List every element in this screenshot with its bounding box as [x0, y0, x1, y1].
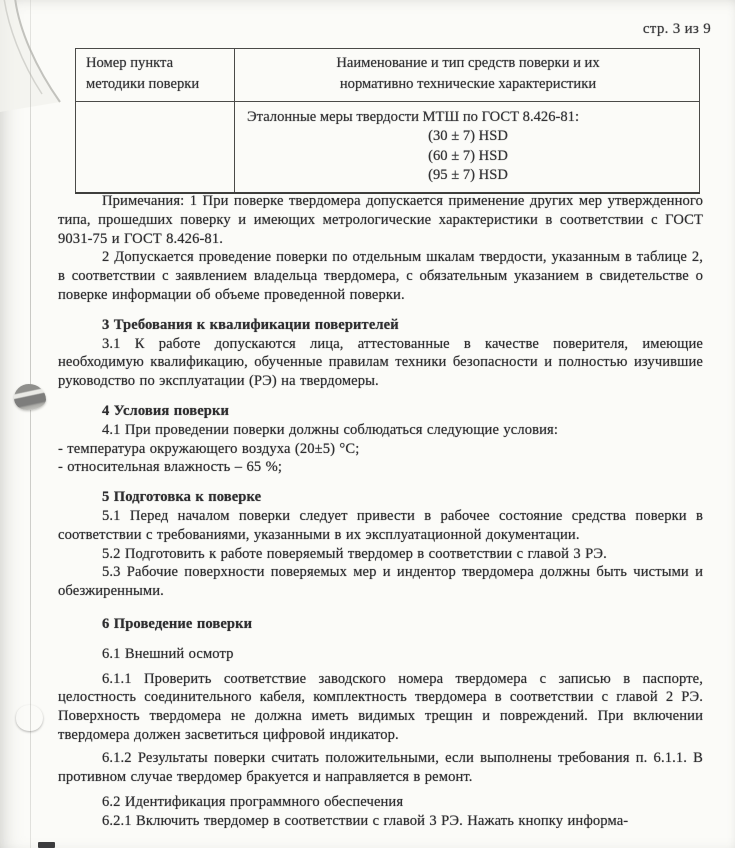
clause-5-1-paragraph: 5.1 Перед началом поверки следует привести в рабочее состояние средства поверки в соответствии с требованиями, указанными в их эксплуатационной документации. [58, 507, 703, 543]
section-6-heading: 6 Проведение поверки [102, 615, 253, 632]
hardness-value: (95 ± 7) HSD [428, 167, 508, 183]
note-2-paragraph: 2 Допускается проведение поверки по отдельным шкалам твердости, указанным в таблице 2, в соответствии с заявлением владельца твердомера, с обязательным указанием в свидетельстве о поверке информации об объеме проведенной поверки. [58, 249, 703, 303]
body-cell-reference-measures [235, 102, 700, 193]
header-cell-means-name [235, 49, 700, 102]
hardness-value: (60 ± 7) HSD [428, 147, 508, 164]
header-line: Номер пункта [86, 55, 174, 71]
page-number: стр. 3 из 9 [642, 21, 711, 37]
binder-smudge-artifact-upper [14, 384, 46, 410]
clause-4-1-paragraph: 4.1 При проведении поверки должны соблюдаться следующие условия: [102, 421, 558, 438]
note-1-paragraph: Примечания: 1 При поверке твердомера допускается применение других мер утвержденного типа, прошедших поверку и имеющих метрологические характеристики в соответствии с ГОСТ 9031-75 и ГОСТ 8.426-81. [58, 193, 703, 247]
condition-temperature-item: - температура окружающего воздуха (20±5) °С; [58, 440, 360, 457]
clause-5-2-paragraph: 5.2 Подготовить к работе поверяемый твердомер в соответствии с главой 3 РЭ. [102, 545, 607, 562]
binder-smudge-artifact-lower [16, 705, 43, 731]
table-body-row [76, 102, 700, 193]
clause-3-1-paragraph: 3.1 К работе допускаются лица, аттестованные в качестве поверителя, имеющие необходимую квалификацию, обученные правилам техники безопасности и полностью изучившие руководство по эксплуатации (РЭ) на твердомеры. [58, 335, 703, 390]
hardness-value: (30 ± 7) HSD [428, 128, 508, 144]
bottom-edge-mark-artifact [38, 842, 55, 848]
reference-measures-intro: Эталонные меры твердости МТШ по ГОСТ 8.426-81: [247, 109, 580, 125]
clause-6-2-heading: 6.2 Идентификация программного обеспечения [102, 794, 404, 811]
section-4-heading: 4 Условия поверки [102, 402, 230, 419]
verification-means-table [75, 48, 700, 194]
header-line: нормативно технические характеристики [339, 76, 597, 92]
header-cell-method-clause [76, 49, 235, 102]
table-header-row [76, 49, 700, 102]
clause-6-1-1-paragraph: 6.1.1 Проверить соответствие заводского номера твердомера с записью в паспорте, целостность соединительного кабеля, комплектность твердомера в соответствии с главой 2 РЭ. Поверхность твердомера не должна иметь видимых трещин и повреждений. При включении твердомера должен засветиться цифровой индикатор. [58, 670, 703, 743]
section-3-heading: 3 Требования к квалификации поверителей [102, 316, 399, 333]
clause-6-1-heading: 6.1 Внешний осмотр [102, 645, 234, 662]
section-5-heading: 5 Подготовка к поверке [102, 489, 262, 506]
clause-5-3-paragraph: 5.3 Рабочие поверхности поверяемых мер и индентор твердомера должны быть чистыми и обезжиренными. [58, 564, 703, 600]
body-cell-empty [76, 102, 235, 193]
clause-6-2-1-paragraph: 6.2.1 Включить твердомер в соответствии с главой 3 РЭ. Нажать кнопку информа- [102, 813, 629, 830]
header-line: Наименование и тип средств поверки и их [336, 55, 600, 71]
clause-6-1-2-paragraph: 6.1.2 Результаты поверки считать положительными, если выполнены требования п. 6.1.1. В противном случае твердомер бракуется и направляется в ремонт. [58, 749, 703, 785]
header-line: методики поверки [86, 76, 200, 92]
document-body [58, 192, 703, 831]
condition-humidity-item: - относительная влажность – 65 %; [58, 459, 283, 476]
